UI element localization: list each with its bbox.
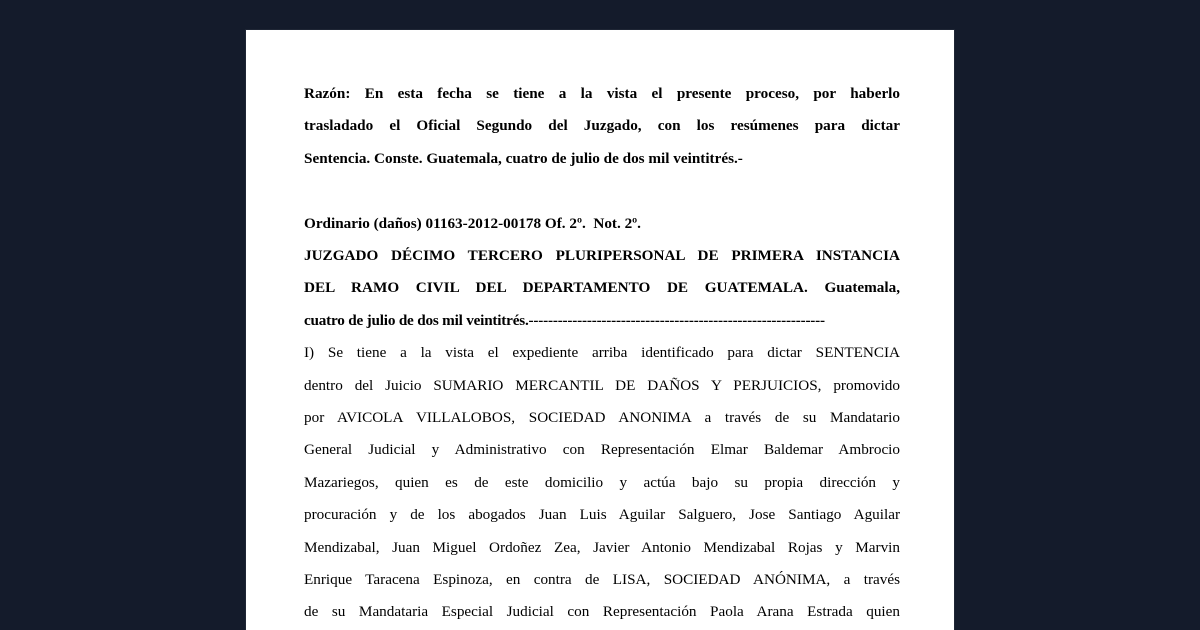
text-line: Mendizabal, Juan Miguel Ordoñez Zea, Javier Antonio Mendizabal Rojas y Marvin (304, 538, 900, 556)
text-line: Sentencia. Conste. Guatemala, cuatro de julio de dos mil veintitrés.- (304, 149, 743, 167)
text-line: Razón: En esta fecha se tiene a la vista el presente proceso, por haberlo (304, 85, 900, 102)
date-rule-line: cuatro de julio de dos mil veintitrés.------------------------------------------------------------- (304, 311, 825, 329)
text-line: dentro del Juicio SUMARIO MERCANTIL DE DAÑOS Y PERJUICIOS, promovido (304, 376, 900, 394)
text-line: General Judicial y Administrativo con Representación Elmar Baldemar Ambrocio (304, 441, 900, 459)
text-line: por AVICOLA VILLALOBOS, SOCIEDAD ANONIMA a través de su Mandatario (304, 409, 900, 427)
text-line: Mazariegos, quien es de este domicilio y actúa bajo su propia dirección y (304, 473, 900, 491)
court-name-line: JUZGADO DÉCIMO TERCERO PLURIPERSONAL DE PRIMERA INSTANCIA (304, 247, 900, 265)
paragraph-razon (304, 78, 900, 175)
case-number-line: Ordinario (daños) 01163-2012-00178 Of. 2º. Not. 2º. (304, 214, 641, 232)
text-line: trasladado el Oficial Segundo del Juzgado, con los resúmenes para dictar (304, 117, 900, 135)
text-line: Enrique Taracena Espinoza, en contra de LISA, SOCIEDAD ANÓNIMA, a través (304, 571, 900, 589)
document-page (246, 30, 954, 630)
paragraph-encabezado (304, 208, 900, 338)
court-name-line: DEL RAMO CIVIL DEL DEPARTAMENTO DE GUATEMALA. Guatemala, (304, 279, 900, 297)
text-line: de su Mandataria Especial Judicial con Representación Paola Arana Estrada quien (304, 603, 900, 621)
blank-line (304, 175, 900, 207)
text-line: I) Se tiene a la vista el expediente arriba identificado para dictar SENTENCIA (304, 344, 900, 362)
paragraph-cuerpo (304, 337, 900, 629)
text-line: procuración y de los abogados Juan Luis Aguilar Salguero, Jose Santiago Aguilar (304, 506, 900, 524)
page-text-column (304, 78, 900, 629)
